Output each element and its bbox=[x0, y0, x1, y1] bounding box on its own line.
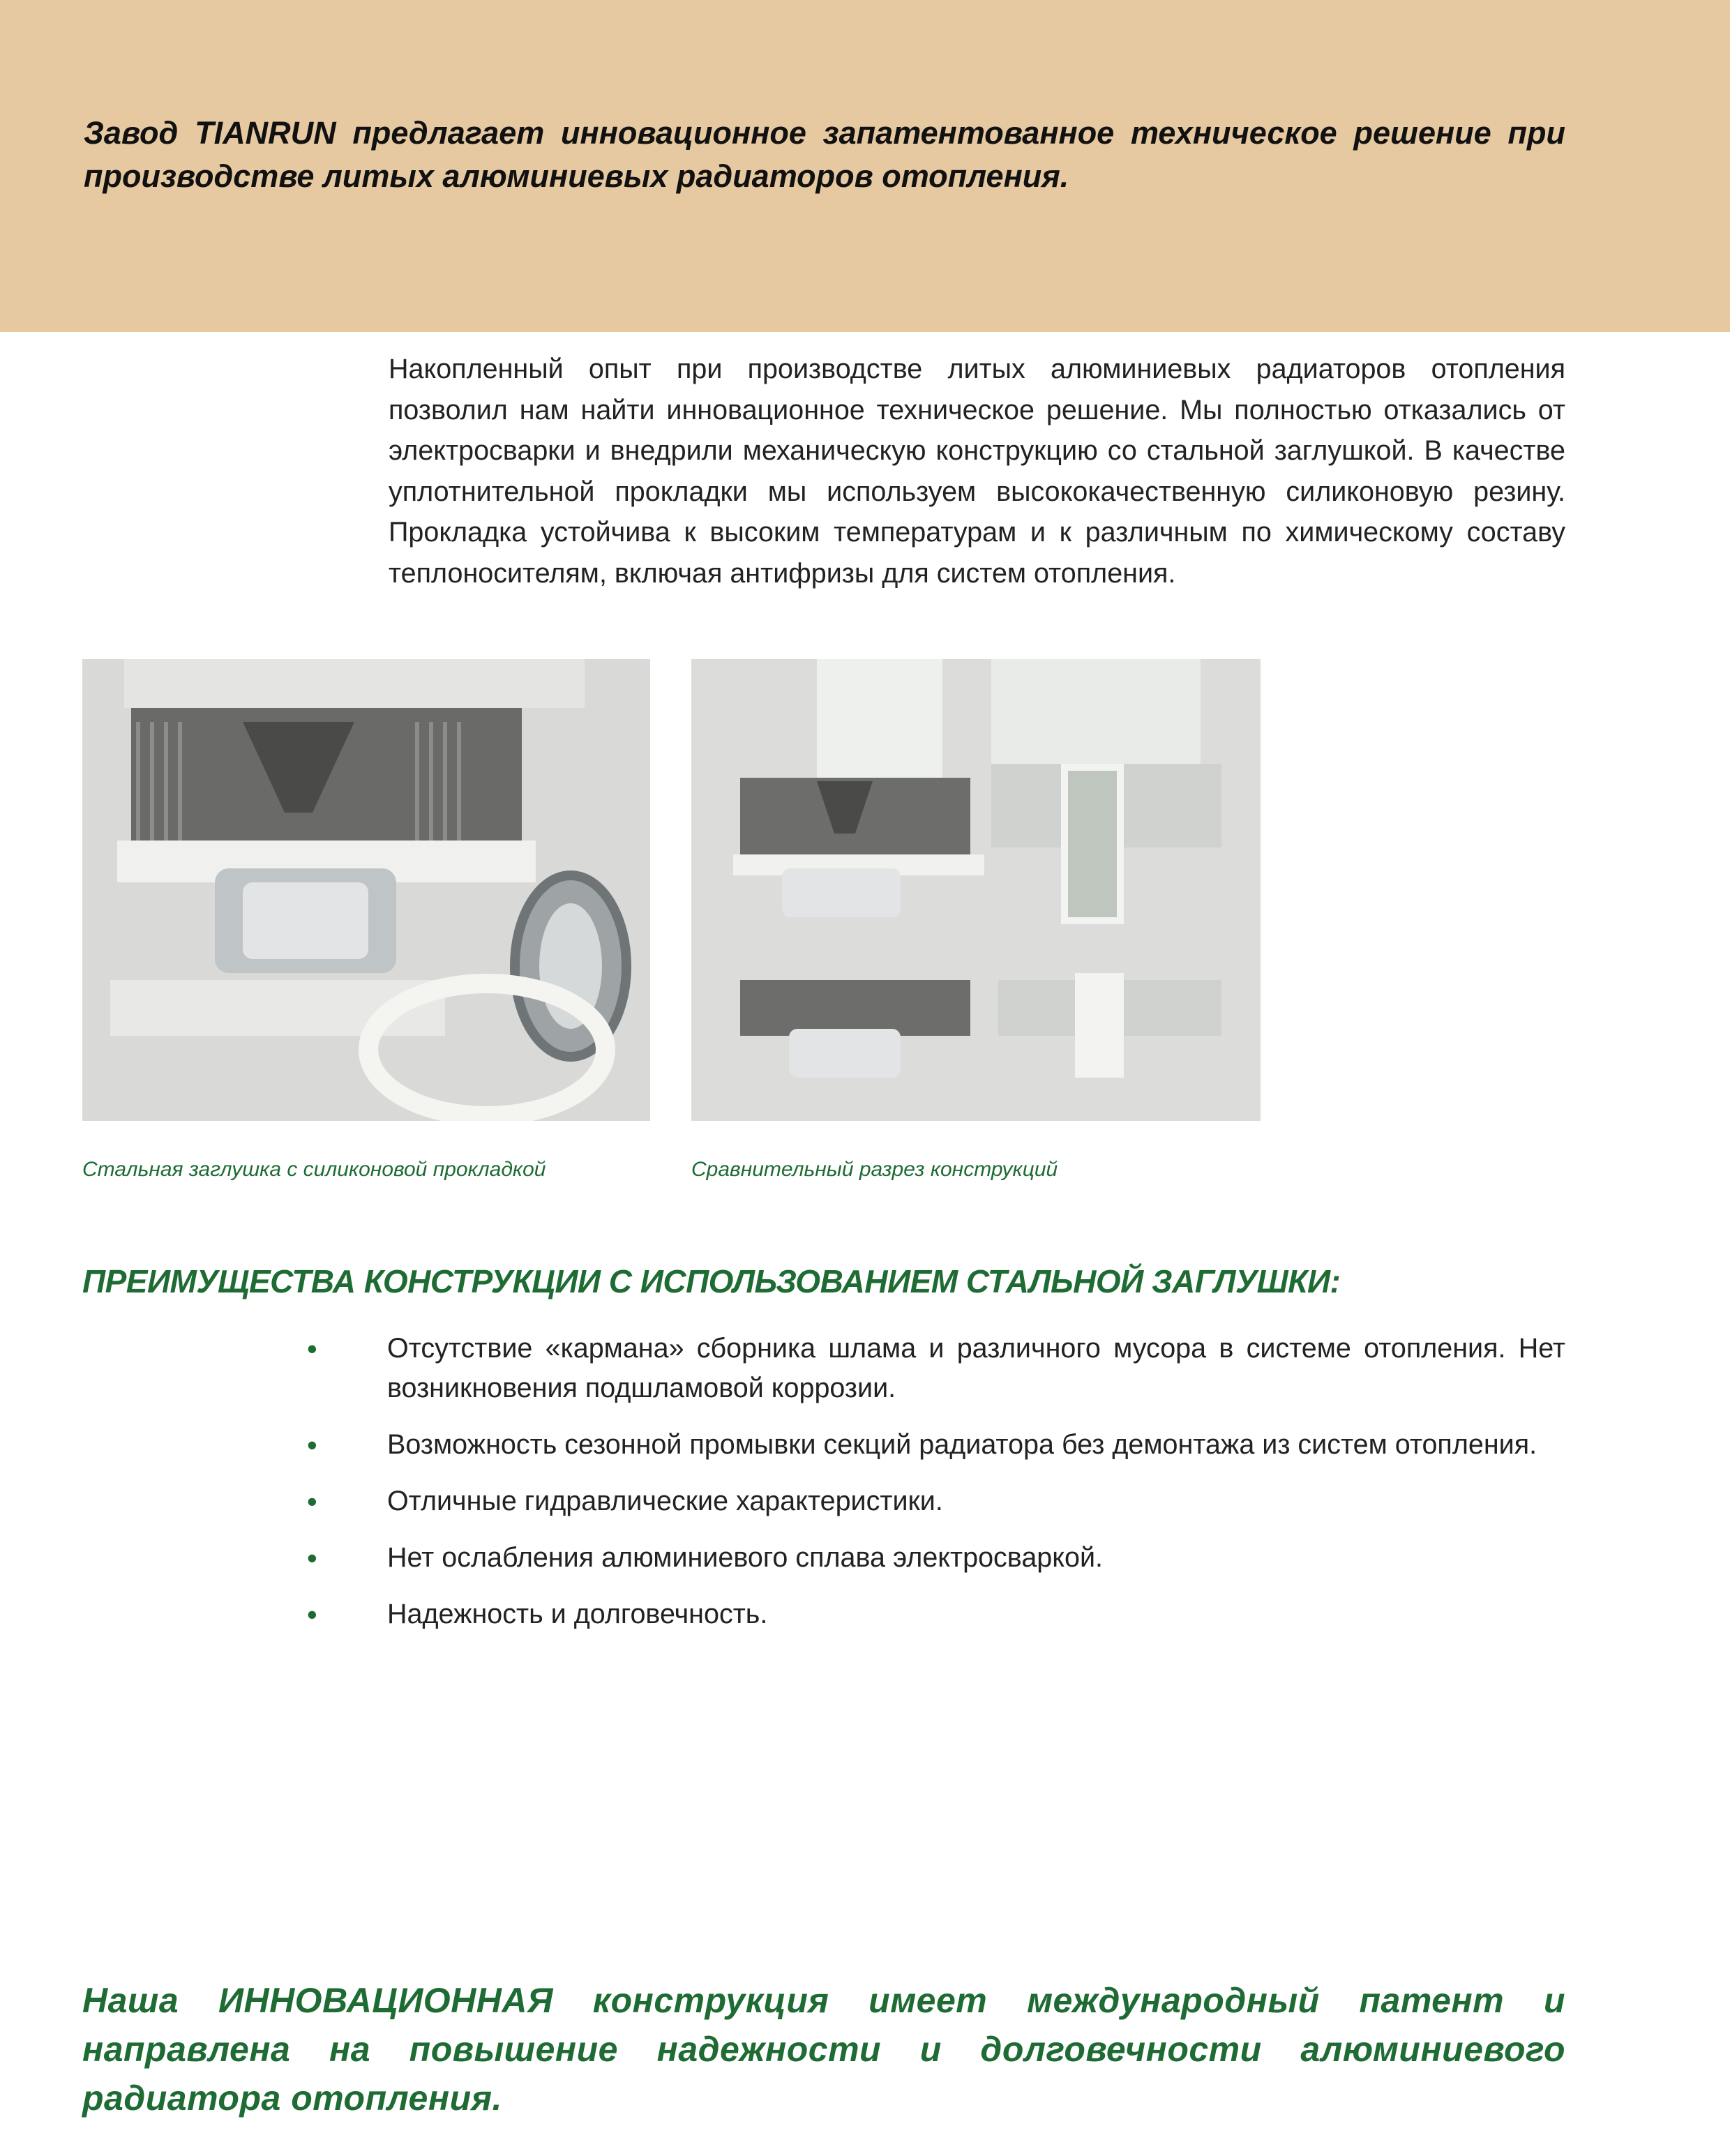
header-band bbox=[0, 0, 1730, 332]
bullet-icon: • bbox=[307, 1485, 317, 1518]
intro-paragraph: Накопленный опыт при производстве литых алюминиевых радиаторов отопления позволил нам найти инновационное техническое решение. Мы полностью отказались от электросварки и внедрили механическую конструкцию со стальной заглушкой. В качестве уплотнительной прокладки мы используем высококачественную силиконовую резину. Прокладка устойчива к высоким температурам и к различным по химическому составу теплоносителям, включая антифризы для систем отопления. bbox=[389, 354, 1565, 589]
figure-caption-cross-section: Сравнительный разрез конструкций bbox=[691, 1158, 1058, 1181]
cross-section-illustration bbox=[691, 659, 1261, 1121]
cross-section-photo bbox=[691, 659, 1261, 1121]
list-item-text: Отличные гидравлические характеристики. bbox=[387, 1486, 943, 1516]
bullet-icon: • bbox=[307, 1428, 317, 1461]
advantages-list bbox=[307, 1329, 1565, 1651]
list-item bbox=[307, 1595, 1565, 1634]
list-item-text: Отсутствие «кармана» сборника шлама и различного мусора в системе отопления. Нет возникновения подшламовой коррозии. bbox=[387, 1333, 1565, 1403]
list-item bbox=[307, 1329, 1565, 1408]
header-title: Завод TIANRUN предлагает инновационное запатентованное техническое решение при производстве литых алюминиевых радиаторов отопления. bbox=[84, 115, 1565, 194]
list-item-text: Надежность и долговечность. bbox=[387, 1599, 768, 1629]
list-item bbox=[307, 1538, 1565, 1578]
bullet-icon: • bbox=[307, 1541, 317, 1574]
bullet-icon: • bbox=[307, 1598, 317, 1631]
steel-plug-illustration bbox=[82, 659, 650, 1121]
list-item-text: Нет ослабления алюминиевого сплава электросваркой. bbox=[387, 1542, 1103, 1573]
list-item bbox=[307, 1482, 1565, 1521]
advantages-heading: ПРЕИМУЩЕСТВА КОНСТРУКЦИИ С ИСПОЛЬЗОВАНИЕМ СТАЛЬНОЙ ЗАГЛУШКИ: bbox=[82, 1263, 1341, 1299]
bullet-icon: • bbox=[307, 1332, 317, 1365]
figure-caption-plug: Стальная заглушка с силиконовой прокладкой bbox=[82, 1158, 546, 1181]
list-item-text: Возможность сезонной промывки секций радиатора без демонтажа из систем отопления. bbox=[387, 1429, 1537, 1460]
list-item bbox=[307, 1425, 1565, 1465]
footer-note: Наша ИННОВАЦИОННАЯ конструкция имеет международный патент и направлена на повышение надежности и долговечности алюминиевого радиатора отопления. bbox=[82, 1981, 1565, 2118]
steel-plug-photo bbox=[82, 659, 650, 1121]
